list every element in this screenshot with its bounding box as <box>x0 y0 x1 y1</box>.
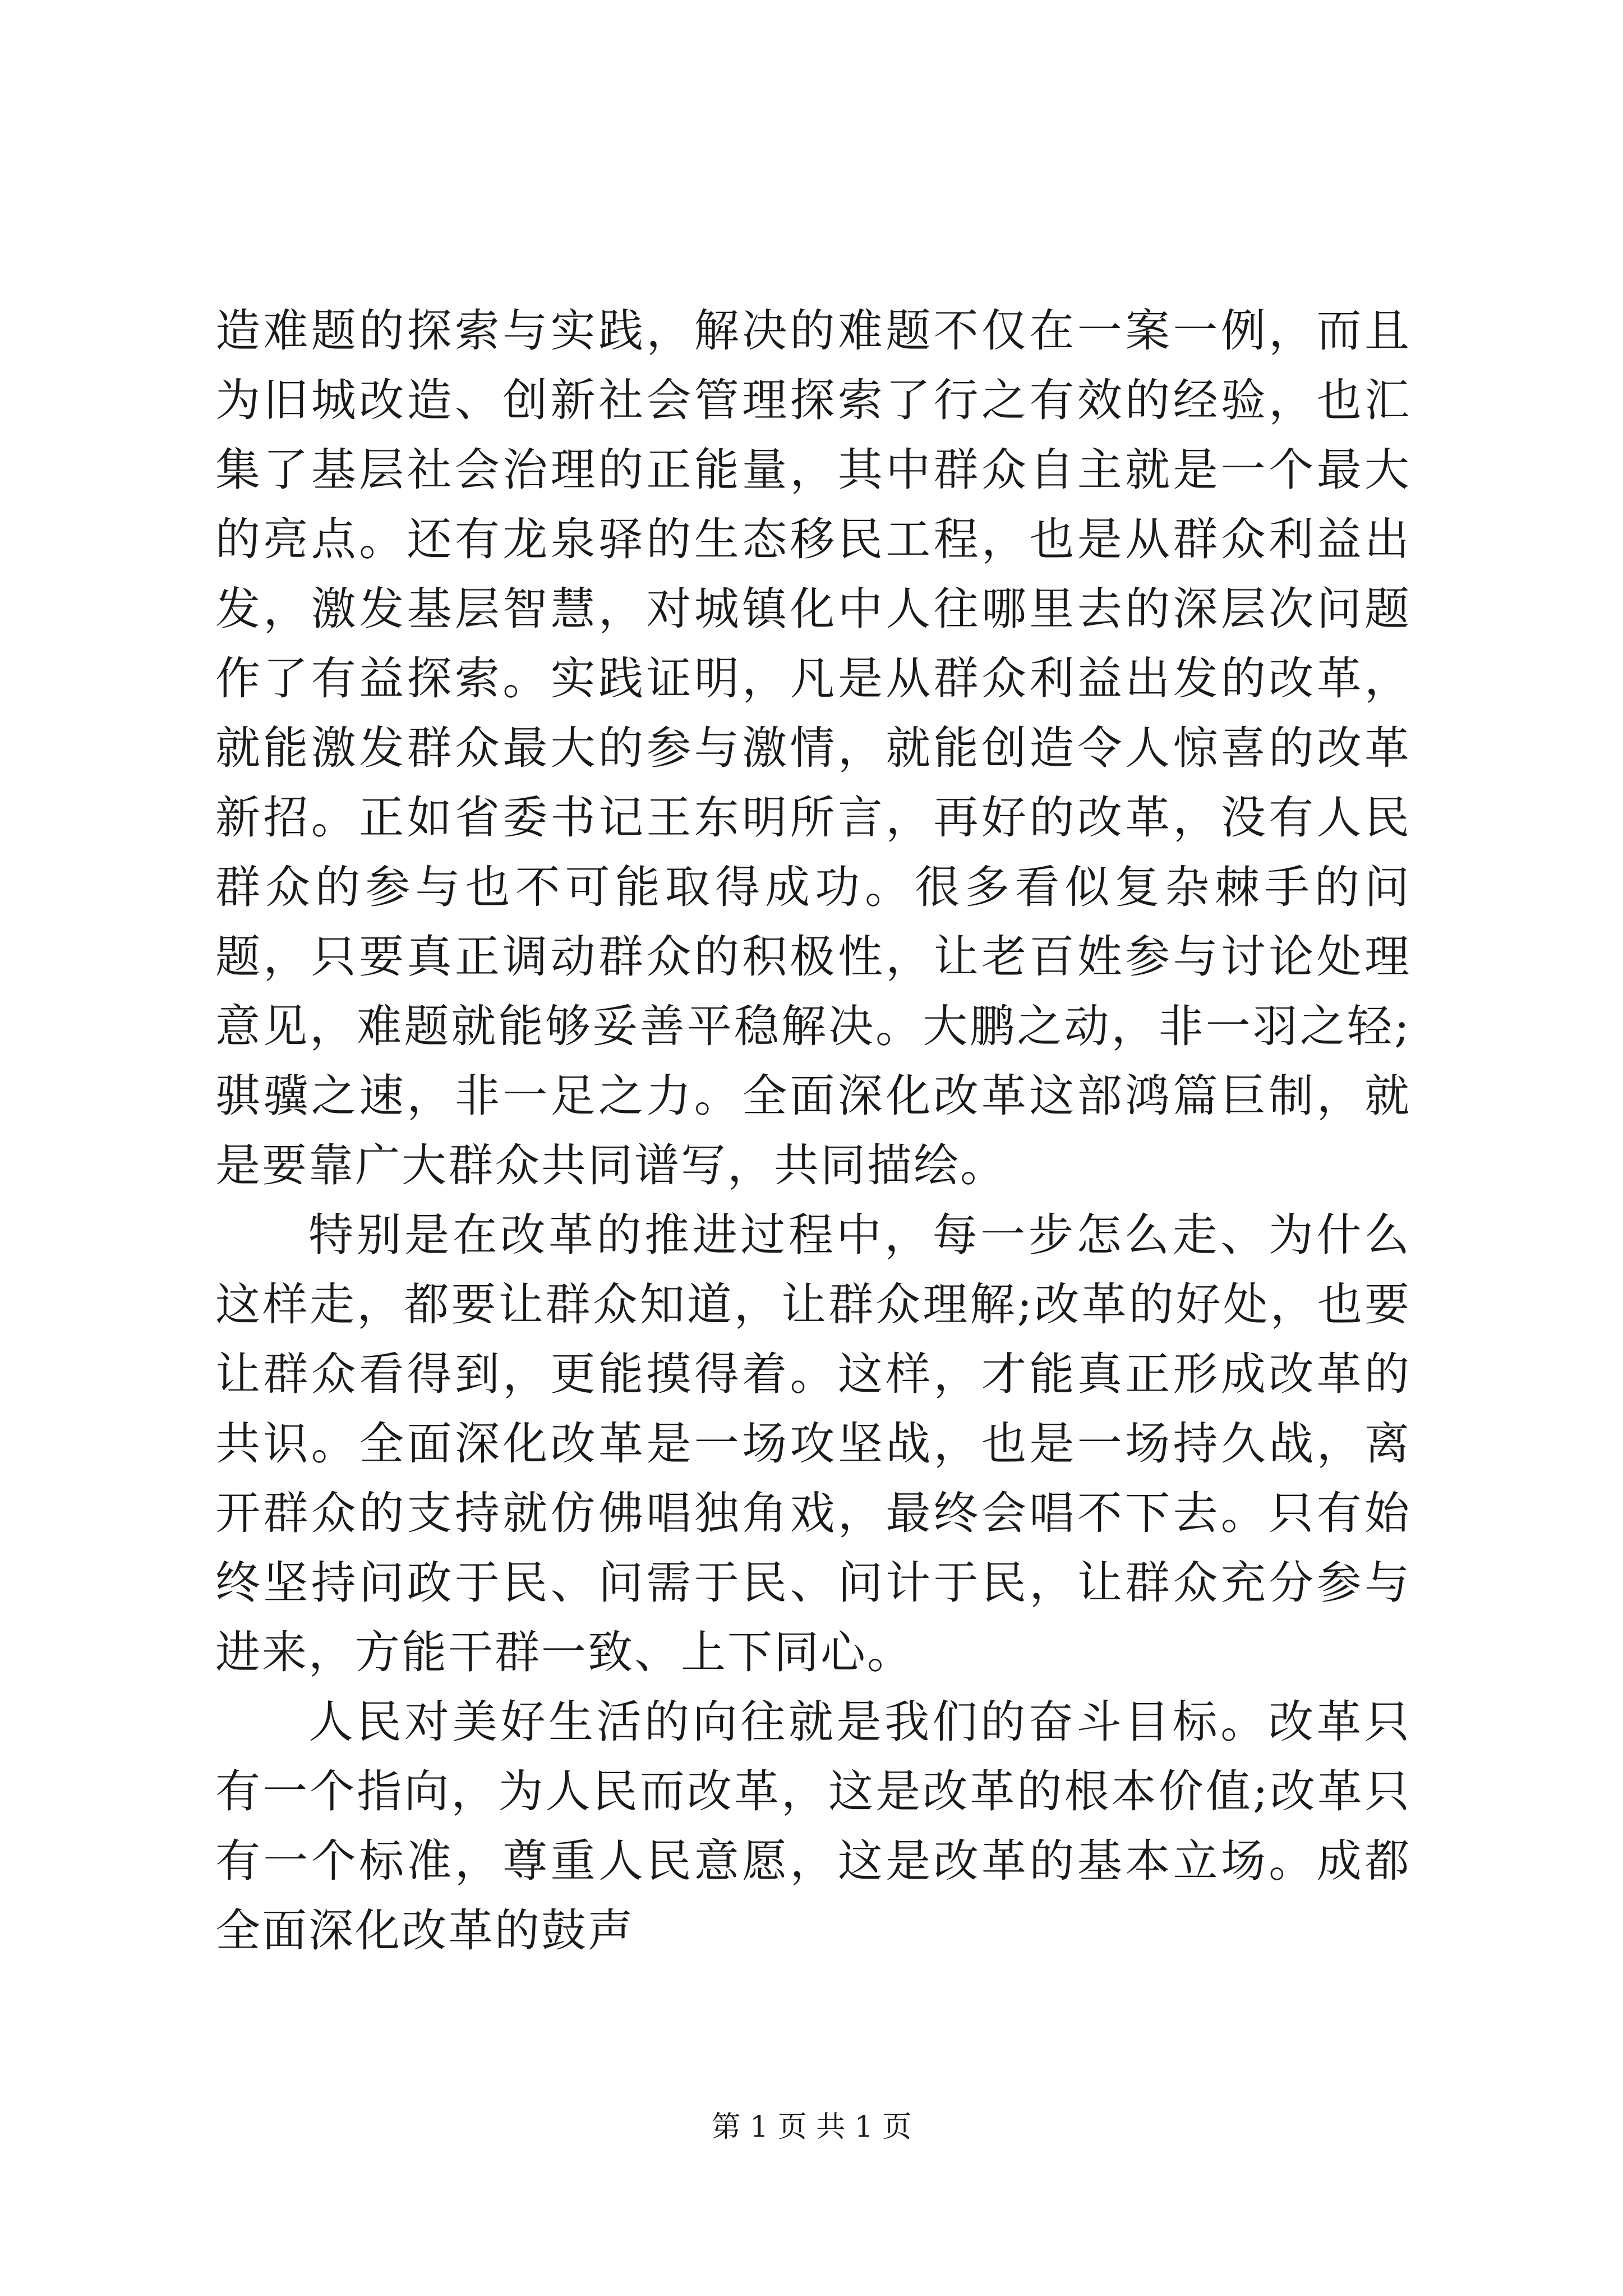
paragraph-2: 特别是在改革的推进过程中，每一步怎么走、为什么这样走，都要让群众知道，让群众理解;改革的好处，也要让群众看得到，更能摸得着。这样，才能真正形成改革的共识。全面深化改革是一场攻坚战，也是一场持久战，离开群众的支持就仿佛唱独角戏，最终会唱不下去。只有始终坚持问政于民、问需于民、问计于民，让群众充分参与进来，方能干群一致、上下同心。 <box>215 1209 1411 1678</box>
page-number-footer: 第 1 页 共 1 页 <box>711 2110 912 2144</box>
paragraph-3: 人民对美好生活的向往就是我们的奋斗目标。改革只有一个指向，为人民而改革，这是改革的根本价值;改革只有一个标准，尊重人民意愿，这是改革的基本立场。成都全面深化改革的鼓声 <box>215 1696 1411 1957</box>
paragraph-1: 造难题的探索与实践，解决的难题不仅在一案一例，而且为旧城改造、创新社会管理探索了行之有效的经验，也汇集了基层社会治理的正能量，其中群众自主就是一个最大的亮点。还有龙泉驿的生态移民工程，也是从群众利益出发，激发基层智慧，对城镇化中人往哪里去的深层次问题作了有益探索。实践证明，凡是从群众利益出发的改革，就能激发群众最大的参与激情，就能创造令人惊喜的改革新招。正如省委书记王东明所言，再好的改革，没有人民群众的参与也不可能取得成功。很多看似复杂棘手的问题，只要真正调动群众的积极性，让老百姓参与讨论处理意见，难题就能够妥善平稳解决。大鹏之动，非一羽之轻;骐骥之速，非一足之力。全面深化改革这部鸿篇巨制，就是要靠广大群众共同谱写，共同描绘。 <box>215 305 1411 1191</box>
document-body <box>215 296 1411 1966</box>
